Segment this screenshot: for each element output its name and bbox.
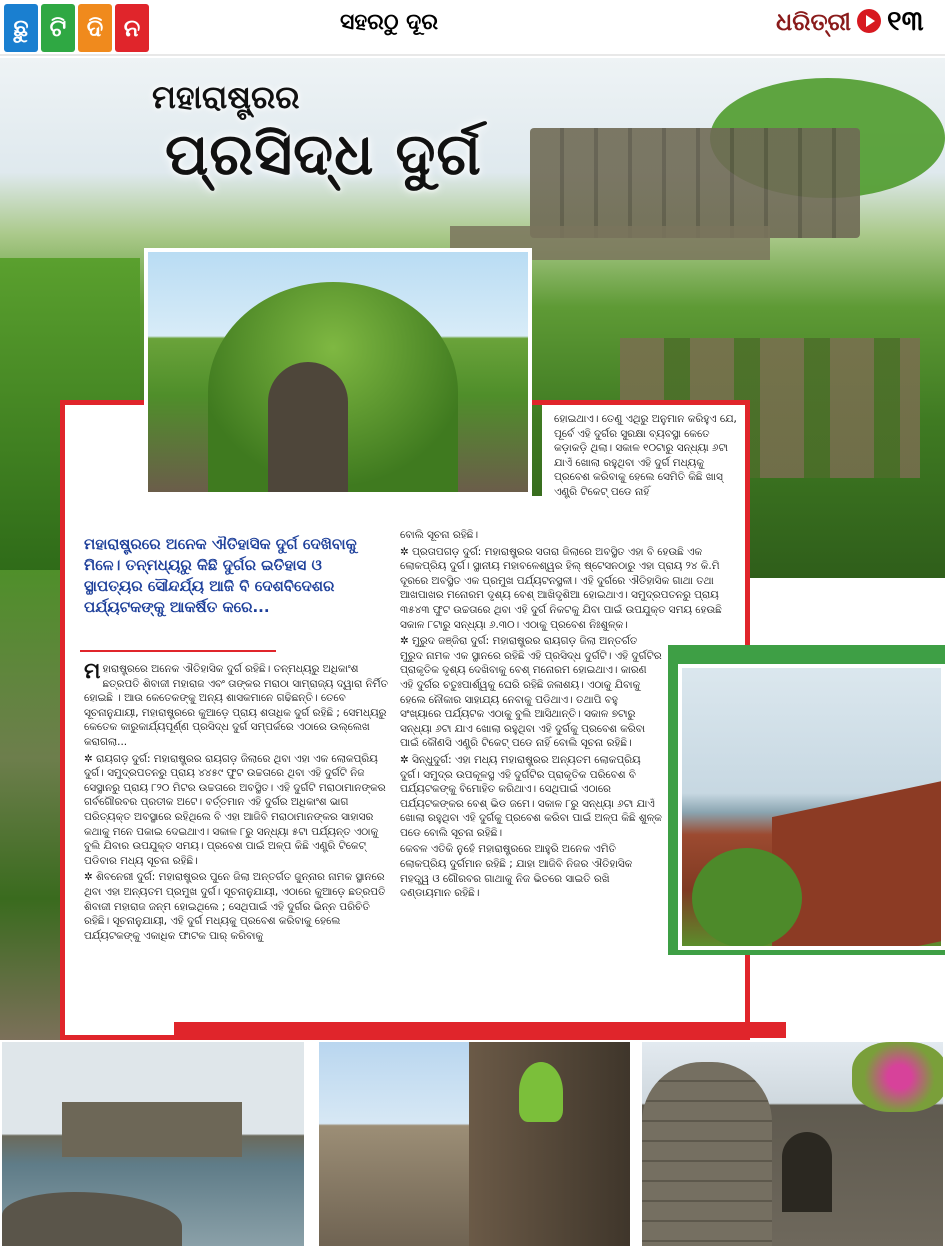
article-paragraph: ହୋଇଥାଏ। ତେଣୁ ଏଥିରୁ ଅନୁମାନ କରିହୁଏ ଯେ, ପୂର୍ବେ ଏହି ଦୁର୍ଗର ସୁରକ୍ଷା ବ୍ୟବସ୍ଥା କେତେ କଡ଼ାକଡ଼ି ଥିଲା। ସକାଳ ୧୦ଟାରୁ ସନ୍ଧ୍ୟା ୬ଟା ଯାଏଁ ଖୋଲା ରହୁଥିବା ଏହି ଦୁର୍ଗ ମଧ୍ୟକୁ ପ୍ରବେଶ କରିବାକୁ ହେଲେ ସେମିତି କିଛି ଖାସ୍ ଏଣ୍ଟ୍ରି ଟିକେଟ୍ ପଡେ ନାହିଁ (554, 413, 737, 498)
background-photo-strip (0, 570, 66, 1040)
page-header (0, 0, 945, 56)
article-paragraph: ✲ ମୁରୁଦ ଜଞ୍ଜିରା ଦୁର୍ଗ: ମହାରାଷ୍ଟ୍ରର ରାୟଗଡ଼ ଜିଲା ଅନ୍ତର୍ଗତ ମୁରୁଦ ନାମକ ଏକ ସ୍ଥାନରେ ରହିଛି ଏହି ପ୍ରସିଦ୍ଧ ଦୁର୍ଗଟି। ଏହି ଦୁର୍ଗଟିର ପ୍ରାକୃତିକ ଦୃଶ୍ୟ ଦେଖିବାକୁ ବେଶ୍ ମନୋରମ ହୋଇଥାଏ। କାରଣ ଏହି ଦୁର୍ଗର ଚତୁଃପାର୍ଶ୍ୱକୁ ଘେରି ରହିଛି ଜଳାଶୟ। ଏଠାକୁ ଯିବାକୁ ହେଲେ ନୌକାର ସାହାଯ୍ୟ ନେବାକୁ ପଡିଥାଏ। ତଥାପି ବହୁ ସଂଖ୍ୟାରେ ପର୍ଯ୍ୟଟକ ଏଠାକୁ ବୁଲି ଆସିଥାନ୍ତି। ସକାଳ ୭ଟାରୁ ସନ୍ଧ୍ୟା ୬ଟା ଯାଏ ଖୋଲା ରହୁଥିବା ଏହି ଦୁର୍ଗକୁ ପ୍ରବେଶ କରିବା ପାଇଁ କୌଣସି ଏଣ୍ଟ୍ରି ଟିକେଟ୍ ପଡେ ନାହିଁ ବୋଲି ସୂଚନା ରହିଛି। (400, 635, 662, 750)
page-number: ୧୩ (886, 4, 924, 37)
hill-fort-photo (144, 248, 532, 496)
photo-bush (692, 848, 802, 948)
logo-tile: ଟି (41, 4, 75, 52)
accent-bar (174, 1022, 786, 1038)
article-paragraph: କେବଳ ଏତିକି ନୁହେଁ ମହାରାଷ୍ଟ୍ରରେ ଆହୁରି ଅନେକ ଏମିତି ଲୋକପ୍ରିୟ ଦୁର୍ଗମାନ ରହିଛି ; ଯାହା ଆଜିବି ନିଜର ଐତିହାସିକ ମହତ୍ତ୍ୱ ଓ ଗୌରବର ଗାଥାକୁ ନିଜ ଭିତରେ ସାଇତି ରଖି ଦଣ୍ଡାୟମାନ ରହିଛି। (400, 843, 633, 900)
hero-fort-wall (530, 128, 860, 238)
fort-gate-photo (640, 1040, 945, 1248)
newspaper-brand (776, 4, 924, 38)
photo-fort-wall (772, 779, 945, 950)
play-icon (857, 9, 881, 33)
photo-plant (519, 1062, 563, 1122)
article-paragraph (84, 659, 392, 750)
article-column-left (84, 659, 392, 945)
article-paragraph: ✲ ରାୟଗଡ଼ ଦୁର୍ଗ: ମହାରାଷ୍ଟ୍ରର ରାୟଗଡ଼ ଜିଲାରେ ଥିବା ଏହା ଏକ ଲୋକପ୍ରିୟ ଦୁର୍ଗ। ସମୁଦ୍ରପତନରୁ ପ୍ରାୟ ୪୪୫୯ ଫୁଟ ଉଚ୍ଚତାରେ ଥିବା ଏହି ଦୁର୍ଗଟି ନିଜ ସେସ୍ଥାନରୁ ପ୍ରାୟ ୮୨୦ ମିଟର ଉଚ୍ଚତାରେ ଅବସ୍ଥିତ। ଏହି ଦୁର୍ଗଟି ମରାଠାମାନଙ୍କର ଗର୍ବଗୌରବର ପ୍ରତୀକ ଅଟେ। ବର୍ତ୍ତମାନ ଏହି ଦୁର୍ଗର ଅଧିକାଂଶ ଭାଗ ପରିତ୍ୟକ୍ତ ଅବସ୍ଥାରେ ରହିଥିଲେ ବି ଏହା ଆଜିବି ମରାଠାମାନଙ୍କର ସାହାସର କଥାକୁ ମନେ ପକାଇ ଦେଇଥାଏ। ସକାଳ ୮ରୁ ସନ୍ଧ୍ୟା ୫ଟା ପର୍ଯ୍ୟନ୍ତ ଏଠାକୁ ବୁଲି ଯିବାର ଉପଯୁକ୍ତ ସମୟ। ପ୍ରବେଶ ପାଇଁ ଅଳ୍ପ କିଛି ଏଣ୍ଟ୍ରି ଟିକେଟ୍ ପଡିବାର ମଧ୍ୟ ସୂଚନା ରହିଛି। (84, 752, 386, 867)
photo-flowers (852, 1042, 945, 1112)
article-paragraph: ✲ ଶିବନେରୀ ଦୁର୍ଗ: ମହାରାଷ୍ଟ୍ରର ପୁନେ ଜିଲା ଅନ୍ତର୍ଗତ ଜୁନ୍ନାର ନାମକ ସ୍ଥାନରେ ଥିବା ଏହା ଅନ୍ୟତମ ପ୍ରମୁଖ ଦୁର୍ଗ। ସୂଚନାନୁଯାୟୀ, ଏଠାରେ କୁଆଡ଼େ ଛତ୍ରପତି ଶିବାଜୀ ମହାରାଜ ଜନ୍ମ ହୋଇଥିଲେ ; ସେଥିପାଇଁ ଏହି ଦୁର୍ଗର ଭିନ୍ନ ପରିଚିତି ରହିଛି। ସୂଚନାନୁଯାୟୀ, ଏହି ଦୁର୍ଗ ମଧ୍ୟକୁ ପ୍ରବେଶ କରିବାକୁ ହେଲେ ପର୍ଯ୍ୟଟକଙ୍କୁ ଏକାଧିକ ଫାଟକ ପାର୍ କରିବାକୁ (84, 871, 386, 942)
logo-tile: ଦି (78, 4, 112, 52)
logo-tile: ଛୁ (4, 4, 38, 52)
section-title: ସହରଠୁ ଦୂର (340, 10, 438, 35)
headline-sub: ମହାରାଷ୍ଟ୍ରର (152, 78, 300, 116)
photo-tower (642, 1062, 772, 1248)
article-column-right-top (554, 412, 740, 502)
article-paragraph: ✲ ପ୍ରତାପଗଡ଼ ଦୁର୍ଗ: ମହାରାଷ୍ଟ୍ରର ସତାରା ଜିଲାରେ ଅବସ୍ଥିତ ଏହା ବି ହେଉଛି ଏକ ଲୋକପ୍ରିୟ ଦୁର୍ଗ। ସ୍ଥାନୀୟ ମହାବଳେଶ୍ୱର ହିଲ୍ ଷ୍ଟେସନଠାରୁ ଏହା ପ୍ରାୟ ୨୪ କି.ମି ଦୂରରେ ଅବସ୍ଥିତ ଏକ ପ୍ରମୁଖ ପର୍ଯ୍ୟଟନସ୍ଥଳୀ। ଏହି ଦୁର୍ଗରେ ଐତିହାସିକ ଗାଥା ତଥା ଆଖପାଖର ମନୋରମ ଦୃଶ୍ୟ ବେଶ୍ ଆଖିଦୃଶିଆ ହୋଇଥାଏ। ସମୁଦ୍ରପତନରୁ ପ୍ରାୟ ୩୫୪୩ ଫୁଟ ଉଚ୍ଚତାରେ ଥିବା ଏହି ଦୁର୍ଗ ନିକଟକୁ ଯିବା ପାଇଁ ଉପଯୁକ୍ତ ସମୟ ହେଉଛି ସକାଳ ୮ଟାରୁ ସନ୍ଧ୍ୟା ୬.୩୦। ଏଠାକୁ ପ୍ରବେଶ ନିଃଶୁଳ୍କ। (400, 545, 722, 631)
lead-paragraph: ମହାରାଷ୍ଟ୍ରରେ ଅନେକ ଐତିହାସିକ ଦୁର୍ଗ ଦେଖିବାକୁ ମିଳେ। ତନ୍ମଧ୍ୟରୁ କିଛି ଦୁର୍ଗର ଇତିହାସ ଓ ସ୍ଥାପତ୍ୟର ସୌନ୍ଦର୍ଯ୍ୟ ଆଜି ବି ଦେଶବିଦେଶର ପର୍ଯ୍ୟଟକଙ୍କୁ ଆକର୍ଷିତ କରେ... (84, 535, 357, 616)
coastal-fort-photo (678, 664, 945, 950)
article-paragraph: ✲ ସିନ୍ଧୁଦୁର୍ଗ: ଏହା ମଧ୍ୟ ମହାରାଷ୍ଟ୍ରର ଅନ୍ୟତମ ଲୋକପ୍ରିୟ ଦୁର୍ଗ। ସମୁଦ୍ର ଉପକୂଳସ୍ଥ ଏହି ଦୁର୍ଗଟିର ପ୍ରାକୃତିକ ପରିବେଶ ବି ପର୍ଯ୍ୟଟକଙ୍କୁ ବିମୋହିତ କରିଥାଏ। ସେଥିପାଇଁ ଏଠାରେ ପର୍ଯ୍ୟଟକଙ୍କର ବେଶ୍ ଭିଡ ଜମେ। ସକାଳ ୮ରୁ ସନ୍ଧ୍ୟା ୬ଟା ଯାଏଁ ଖୋଲା ରହୁଥିବା ଏହି ଦୁର୍ଗକୁ ପ୍ରବେଶ କରିବା ପାଇଁ ଅଳ୍ପ କିଛି ଶୁଳ୍କ ପଡେ ବୋଲି ସୂଚନା ରହିଛି। (400, 753, 662, 839)
cliff-fort-photo (317, 1040, 632, 1248)
column-logo (4, 4, 149, 52)
article-text: ହାରାଷ୍ଟ୍ରରେ ଅନେକ ଐତିହାସିକ ଦୁର୍ଗ ରହିଛି। ତନ୍ମଧ୍ୟରୁ ଅଧିକାଂଶ ଛତ୍ରପତି ଶିବାଜୀ ମହାରାଜ ଏବଂ ତାଙ୍କର ମରାଠା ସାମ୍ରାଜ୍ୟ ଦ୍ୱାରା ନିର୍ମିତ ହୋଇଛି । ଆଉ କେତେକଙ୍କୁ ଅନ୍ୟ ଶାସକମାନେ ଗଢିଛନ୍ତି। ତେବେ ସୂଚନାନୁଯାୟୀ, ମହାରାଷ୍ଟ୍ରରେ କୁଆଡ଼େ ପ୍ରାୟ ଶତାଧିକ ଦୁର୍ଗ ରହିଛି ; ସେମଧ୍ୟରୁ କେତେକ କାରୁକାର୍ଯ୍ୟପୂର୍ଣ୍ଣ ପ୍ରସିଦ୍ଧ ଦୁର୍ଗ ସମ୍ପର୍କରେ ଏଠାରେ ଉଲ୍ଲେଖ କରାଗଲା... (84, 663, 388, 748)
photo-archway (782, 1132, 832, 1212)
logo-tile: ନ (115, 4, 149, 52)
brand-logo: ଧରିତ୍ରୀ (776, 6, 851, 36)
photo-gate (268, 362, 348, 496)
headline-main: ପ୍ରସିଦ୍ଧ ଦୁର୍ଗ (165, 120, 482, 188)
article-paragraph: ବୋଲି ସୂଚନା ରହିଛି। (400, 529, 479, 541)
drop-cap: ମ (84, 659, 101, 684)
sea-fort-photo (0, 1040, 306, 1248)
photo-rocks (2, 1192, 182, 1248)
photo-fort (62, 1102, 242, 1157)
lead-divider (80, 650, 276, 652)
